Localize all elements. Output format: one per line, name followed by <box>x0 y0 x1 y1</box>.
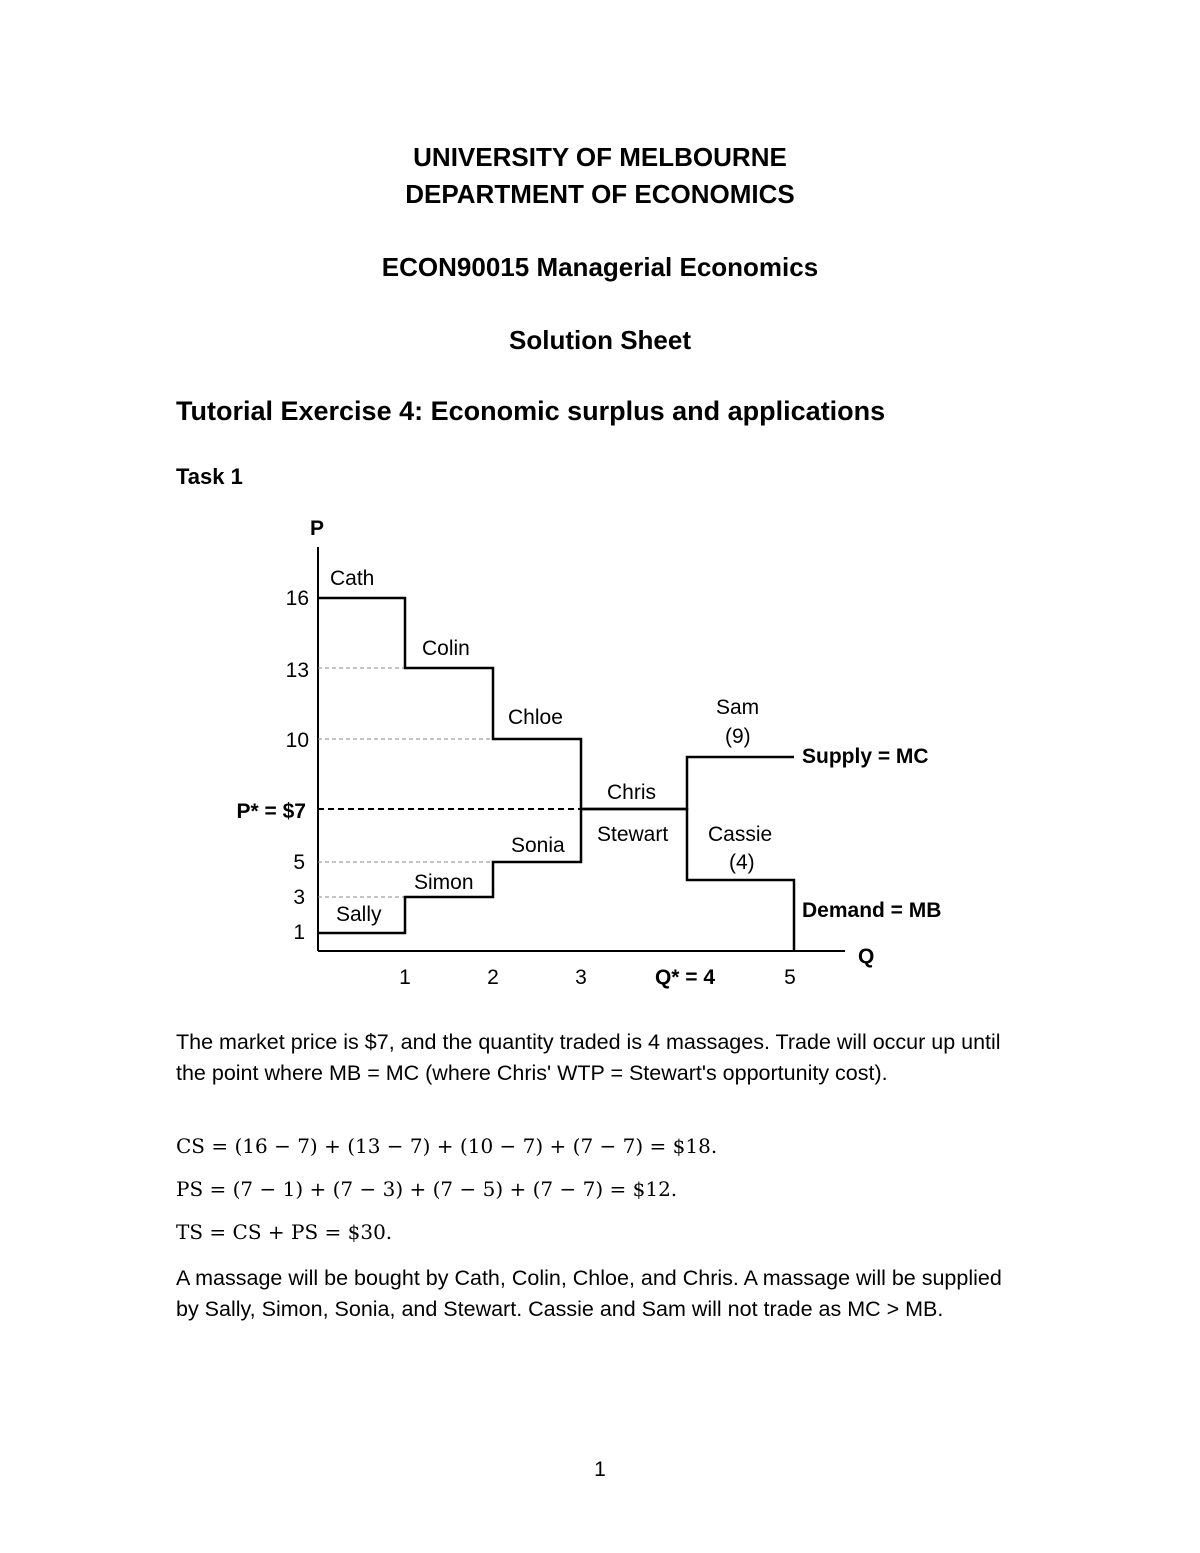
paragraph-market-price: The market price is $7, and the quantity traded is 4 massages. Trade will occur up until the point where MB = MC (where Chris' WTP = Stewart's opportunity cost). <box>176 1030 1001 1085</box>
seller-label-sally: Sally <box>336 903 382 926</box>
consumer-surplus-equation: CS = (16 − 7) + (13 − 7) + (10 − 7) + (7 − 7) = $18. <box>176 1134 718 1158</box>
exercise-heading: Tutorial Exercise 4: Economic surplus and applications <box>176 396 886 426</box>
seller-label-simon: Simon <box>414 871 474 894</box>
demand-curve-label: Demand = MB <box>802 899 942 922</box>
task-heading: Task 1 <box>176 464 243 489</box>
seller-label-stewart: Stewart <box>597 823 669 846</box>
supply-demand-chart <box>0 505 1200 1005</box>
x-tick-label: Q* = 4 <box>654 966 716 989</box>
buyer-label-chris: Chris <box>607 781 657 804</box>
buyer-value-cassie: (4) <box>729 851 755 874</box>
page-number: 1 <box>594 1458 606 1481</box>
paragraph-trade-participants: A massage will be bought by Cath, Colin, Chloe, and Chris. A massage will be supplied by Sally, Simon, Sonia, and Stewart. Cassie and Sam will not trade as MC > MB. <box>176 1266 1002 1321</box>
y-tick-label: 10 <box>285 729 309 752</box>
x-tick-label: 1 <box>399 966 411 989</box>
sheet-title: Solution Sheet <box>509 325 691 355</box>
course-title: ECON90015 Managerial Economics <box>381 252 819 282</box>
seller-label-sonia: Sonia <box>511 834 565 857</box>
supply-curve-label: Supply = MC <box>802 745 929 768</box>
department-name: DEPARTMENT OF ECONOMICS <box>405 179 795 209</box>
x-tick-label: 2 <box>487 966 499 989</box>
university-name: UNIVERSITY OF MELBOURNE <box>413 142 787 172</box>
y-tick-label: 1 <box>293 921 305 944</box>
producer-surplus-equation: PS = (7 − 1) + (7 − 3) + (7 − 5) + (7 − 7) = $12. <box>176 1177 678 1201</box>
y-tick-label: 5 <box>293 851 305 874</box>
total-surplus-equation: TS = CS + PS = $30. <box>176 1220 393 1244</box>
x-tick-label: 3 <box>575 966 587 989</box>
buyer-label-cassie: Cassie <box>708 823 773 846</box>
demand-curve <box>318 598 794 951</box>
y-tick-label: 13 <box>285 659 309 682</box>
seller-value-sam: (9) <box>725 725 751 748</box>
buyer-label-cath: Cath <box>330 567 375 590</box>
y-tick-label: 16 <box>285 587 309 610</box>
y-tick-label: P* = $7 <box>236 800 306 823</box>
seller-label-sam: Sam <box>716 696 760 719</box>
x-axis-label: Q <box>858 945 875 968</box>
buyer-label-colin: Colin <box>422 637 470 660</box>
x-tick-label: 5 <box>784 966 796 989</box>
y-axis-label: P <box>310 517 325 540</box>
buyer-label-chloe: Chloe <box>508 706 563 729</box>
y-tick-label: 3 <box>293 886 305 909</box>
